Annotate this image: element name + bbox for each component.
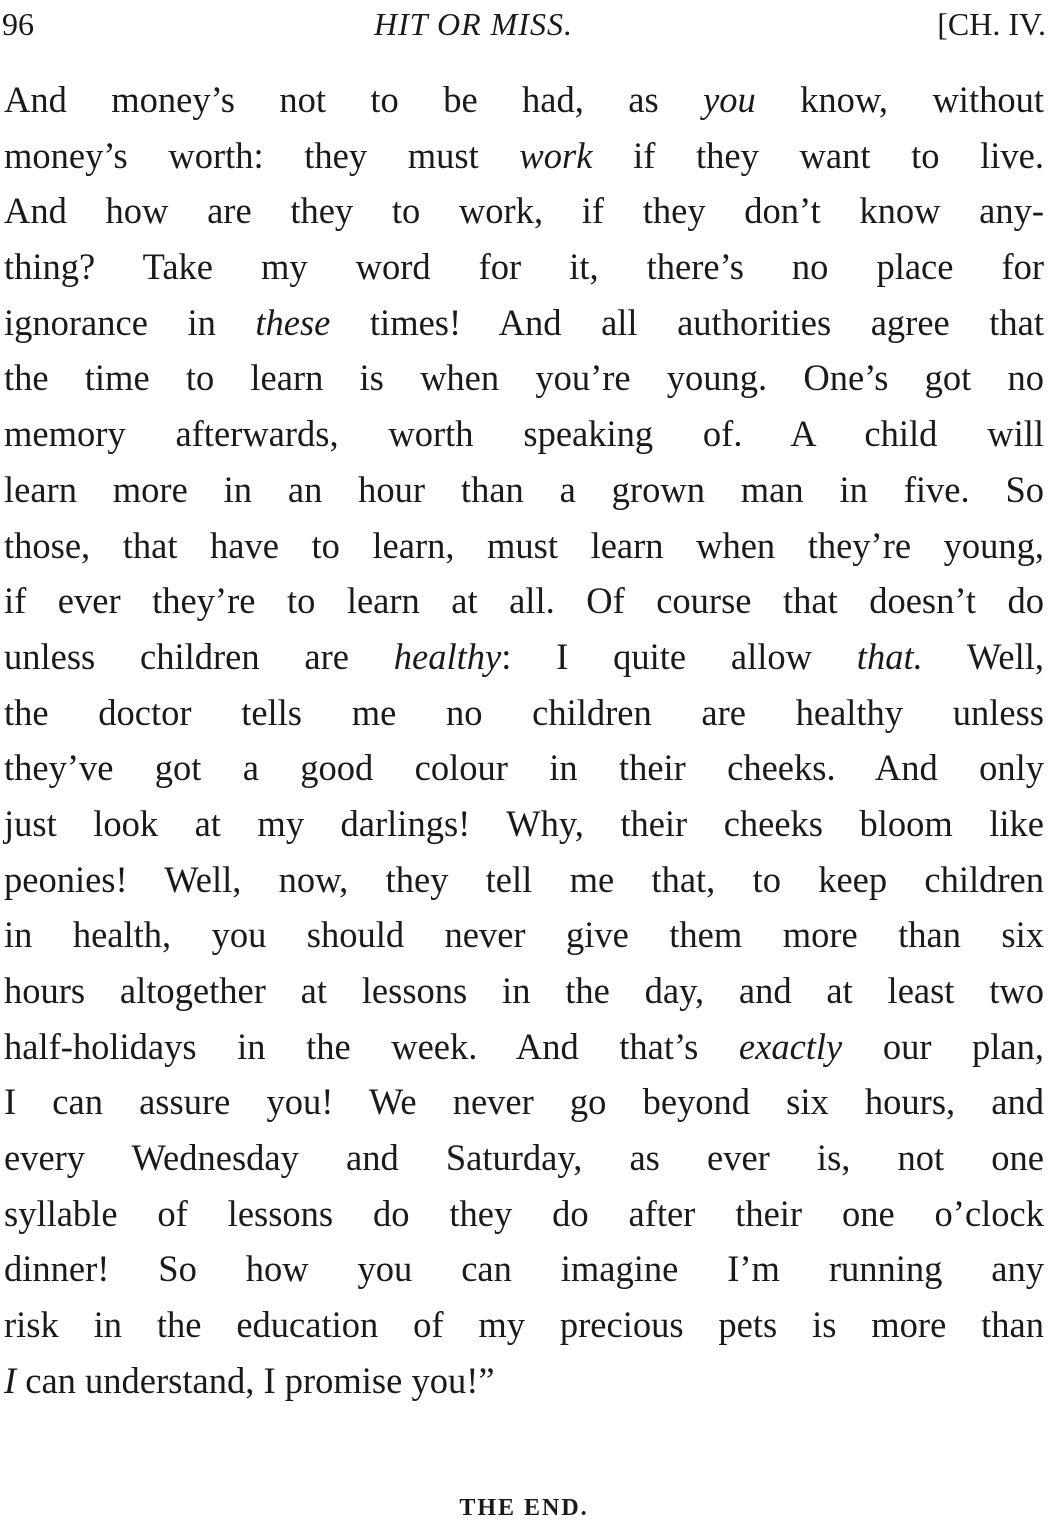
italic-text: exactly <box>738 1025 843 1067</box>
text-segment: the time to learn is when you’re young. One’s got no <box>4 357 1044 399</box>
text-line <box>4 963 1044 1019</box>
text-segment: can understand, I promise you!” <box>16 1359 495 1401</box>
text-segment: : I quite allow <box>501 635 857 677</box>
page-header <box>0 4 1048 44</box>
text-line <box>4 1186 1044 1242</box>
chapter-label: [CH. IV. <box>937 6 1046 42</box>
text-segment: they’ve got a good colour in their cheeks. And only <box>4 747 1044 789</box>
text-segment: those, that have to learn, must learn when they’re young, <box>4 524 1044 566</box>
text-line <box>4 239 1044 295</box>
text-segment: every Wednesday and Saturday, as ever is, not one <box>4 1137 1044 1179</box>
text-line <box>4 1074 1044 1130</box>
text-line <box>4 629 1044 685</box>
text-segment: And how are they to work, if they don’t know any- <box>4 190 1044 232</box>
text-line <box>4 350 1044 406</box>
text-line <box>4 72 1044 128</box>
text-segment: Well, <box>922 635 1044 677</box>
text-line <box>4 852 1044 908</box>
text-segment: thing? Take my word for it, there’s no place for <box>4 246 1044 288</box>
text-line <box>4 183 1044 239</box>
text-segment: ignorance in <box>4 301 256 343</box>
text-segment: unless children are <box>4 635 394 677</box>
text-segment: money’s worth: they must <box>4 134 520 176</box>
text-segment: And money’s not to be had, as <box>4 79 704 120</box>
text-segment: syllable of lessons do they do after their one o’clock <box>4 1192 1044 1234</box>
italic-text: work <box>519 134 593 176</box>
text-line <box>4 1241 1044 1297</box>
text-segment: if ever they’re to learn at all. Of course that doesn’t do <box>4 580 1044 622</box>
italic-text: I <box>4 1359 17 1401</box>
text-line <box>4 128 1044 184</box>
italic-text: that. <box>856 635 923 677</box>
text-segment: peonies! Well, now, they tell me that, to keep children <box>4 858 1044 900</box>
italic-text: you <box>703 79 756 120</box>
text-line <box>4 518 1044 574</box>
text-line <box>4 295 1044 351</box>
text-line <box>4 406 1044 462</box>
text-segment: hours altogether at lessons in the day, and at least two <box>4 970 1044 1011</box>
text-segment: just look at my darlings! Why, their cheeks bloom like <box>4 802 1044 844</box>
text-line <box>4 573 1044 629</box>
text-line <box>4 1130 1044 1186</box>
text-line <box>4 1353 1044 1409</box>
text-line <box>4 462 1044 518</box>
text-segment: times! And all authorities agree that <box>330 301 1044 343</box>
text-segment: memory afterwards, worth speaking of. A child will <box>4 413 1044 455</box>
text-segment: in health, you should never give them more than six <box>4 914 1044 956</box>
end-mark: THE END. <box>459 1495 589 1521</box>
text-segment: know, without <box>755 79 1044 120</box>
text-line <box>4 1019 1044 1075</box>
italic-text: healthy <box>393 635 502 677</box>
running-title: HIT OR MISS. <box>374 6 573 42</box>
text-segment: half-holidays in the week. And that’s <box>4 1025 739 1067</box>
text-line <box>4 740 1044 796</box>
italic-text: these <box>255 301 331 343</box>
text-segment: learn more in an hour than a grown man in five. So <box>4 468 1044 510</box>
body-paragraph <box>4 72 1044 1409</box>
text-segment: if they want to live. <box>592 134 1045 176</box>
text-segment: dinner! So how you can imagine I’m running any <box>4 1248 1044 1290</box>
text-segment: I can assure you! We never go beyond six hours, and <box>4 1081 1044 1123</box>
text-segment: our plan, <box>842 1025 1044 1067</box>
text-segment: the doctor tells me no children are healthy unless <box>4 691 1044 733</box>
text-line <box>4 907 1044 963</box>
text-line <box>4 685 1044 741</box>
text-line <box>4 796 1044 852</box>
page-number: 96 <box>2 6 34 42</box>
text-line <box>4 1297 1044 1353</box>
text-segment: risk in the education of my precious pets is more than <box>4 1304 1044 1346</box>
